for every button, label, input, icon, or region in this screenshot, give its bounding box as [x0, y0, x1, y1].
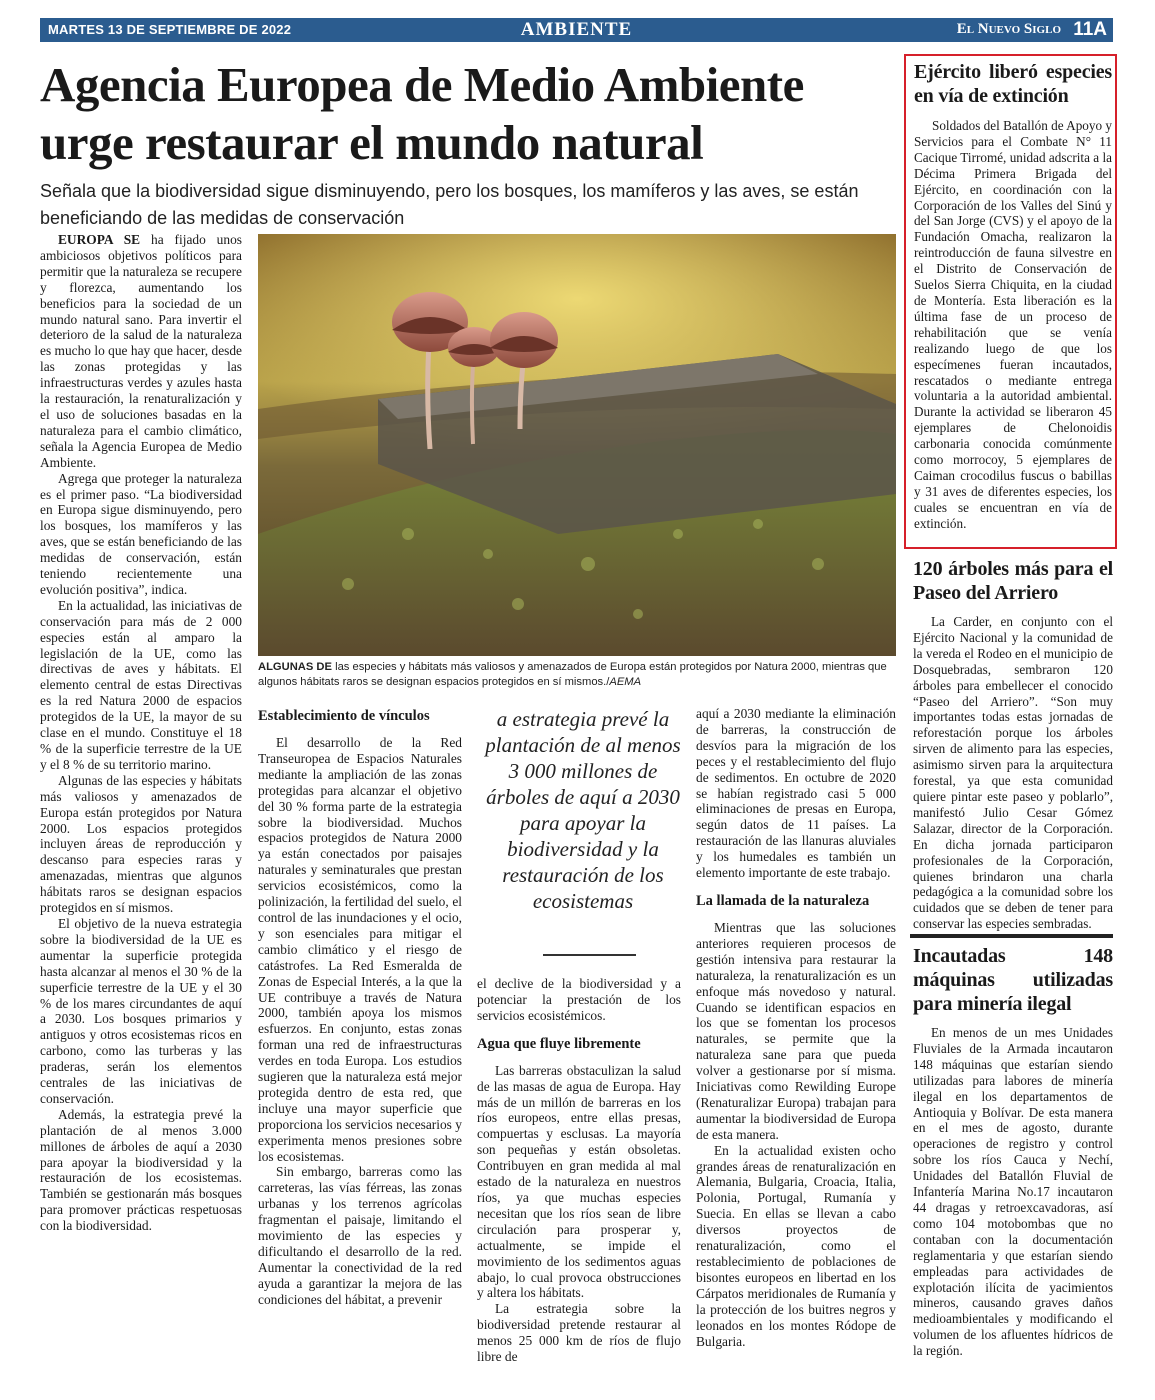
- article-column-2: [258, 706, 462, 1308]
- sidebar-story-1: [914, 60, 1112, 532]
- paragraph: Además, la estrategia prevé la plantación de al menos 3.000 millones de árboles de aquí a 2030 para apoyar la biodiversidad y la restauración de los ecosistemas. También se gestionarán más bosques para promover prácticas respetuosas con la biodiversidad.: [40, 1106, 242, 1234]
- paragraph: El desarrollo de la Red Transeuropea de Espacios Naturales mediante la ampliación de las zonas protegidas para alcanzar el objetivo del 30 % forma parte de la estrategia sobre la biodiversidad. Muchos espacios protegidos de Natura 2000 ya están conectados por paisajes naturales y seminaturales que prestan servicios ecosistémicos, como la polinización, la fertilidad del suelo, el control de las inundaciones y el ocio, y son esenciales para mitigar el cambio climático y el riesgo de catástrofes. La Red Esmeralda de Zonas de Especial Interés, a la que la UE contribuye a través de Natura 2000, también apoya los mismos esfuerzos. En conjunto, estas zonas forman una red de infraestructuras verdes en toda Europa. Los estudios sugieren que la naturaleza está mejor protegida dentro de esta red, que incluye una mayor superficie que proporciona los servicios necesarios y experimenta menos presiones sobre los ecosistemas.: [258, 735, 462, 1164]
- sidebar-story-3: [913, 944, 1113, 1359]
- headline-line-1: Agencia Europea de Medio Ambiente: [40, 57, 804, 112]
- section-title: AMBIENTE: [520, 19, 633, 40]
- paragraph: el declive de la biodiversidad y a potenciar la prestación de los servicios ecosistémicos.: [477, 976, 681, 1023]
- sidebar-story-2-title: 120 árboles más para el Paseo del Arriero: [913, 558, 1113, 604]
- caption-credit: AEMA: [609, 676, 642, 688]
- headline-line-2: urge restaurar el mundo natural: [40, 115, 704, 170]
- issue-date: MARTES 13 DE SEPTIEMBRE DE 2022: [48, 22, 292, 37]
- paragraph: La estrategia sobre la biodiversidad pretende restaurar al menos 25 000 km de ríos de flujo libre de: [477, 1301, 681, 1365]
- article-column-4: [696, 706, 896, 1349]
- article-column-3: [477, 976, 681, 1365]
- publication-name: El Nuevo Siglo: [956, 21, 1061, 37]
- sidebar-story-1-body: Soldados del Batallón de Apoyo y Servicios para el Combate N° 11 Cacique Tirromé, unidad adscrita a la Décima Primera Brigada del Ejército, en coordinación con la Corporación de los Valles del Sinú y del San Jorge (CVS) y el apoyo de la Fundación Omacha, realizaron la reintroducción de fauna silvestre en el Distrito de Conservación de Suelos Sierra Chiquita, en la ciudad de Montería. Esta liberación es la última fase de un proceso de rehabilitación que se venía realizando luego de que los especímenes fueran incautados, rescatados o mediante entrega voluntaria a la autoridad ambiental. Durante la actividad se liberaron 45 ejemplares de Chelonoidis carbonaria conocida comúnmente como morrocoy, 5 ejemplares de Caiman crocodilus fuscus o babillas y 31 aves de diferentes especies, los cuales se encuentran en vía de extinción.: [914, 118, 1112, 531]
- article-headline: [40, 56, 890, 172]
- lead-word: EUROPA SE: [58, 232, 141, 247]
- paragraph: Sin embargo, barreras como las carreteras, las vías férreas, las zonas urbanas y los terrenos agrícolas fragmentan el paisaje, limitando el movimiento de las especies y dificultando el desarrollo de la red. Aumentar la conectividad de la red ayuda a garantizar la mejora de las condiciones del hábitat, a prevenir: [258, 1164, 462, 1307]
- article-photo: [258, 234, 896, 656]
- paragraph: El objetivo de la nueva estrategia sobre la biodiversidad de la UE es aumentar la superficie protegida hasta alcanzar al menos el 30 % de la superficie terrestre de la UE y el 30 % de los mares circundantes de aquí a 2030. Los bosques primarios y antiguos y otros ecosistemas ricos en carbono, como las turberas y las praderas, serán los elementos centrales de las iniciativas de conservación.: [40, 915, 242, 1106]
- sidebar-story-3-title: Incautadas 148 máquinas utilizadas para minería ilegal: [913, 945, 1113, 1015]
- caption-lead: ALGUNAS DE: [258, 661, 332, 673]
- pull-quote-rule: [543, 954, 636, 956]
- section-heading: La llamada de la naturaleza: [696, 892, 870, 909]
- section-heading: Establecimiento de vínculos: [258, 708, 430, 724]
- sidebar-story-2-body: La Carder, en conjunto con el Ejército Nacional y la comunidad de la vereda el Rodeo en el municipio de Dosquebradas, sembraron 120 árboles para embellecer el conocido “Paseo del Arriero”. “Son muy importantes todas estas jornadas de reforestación porque los árboles sirven de alimento para las especies, asimismo sirven para la arquitectura forestal, ya que esta comunidad quiere pintar este paseo y poblarlo”, manifestó Julio Cesar Gómez Salazar, director de la Corporación. En dicha jornada participaron profesionales de la Corporación, quienes brindaron una charla pedagógica a la comunidad sobre los cuidados que se deben de tener para conservar las especies sembradas.: [913, 614, 1113, 932]
- sidebar-story-2: [913, 557, 1113, 932]
- paragraph: aquí a 2030 mediante la eliminación de barreras, la construcción de desvíos para la migración de los peces y el restablecimiento del flujo de sedimentos. En octubre de 2020 se habían registrado casi 5 000 eliminaciones de presas en Europa, según datos de 11 países. La restauración de las llanuras aluviales y los humedales es también un elemento importante de este trabajo.: [696, 706, 896, 881]
- sidebar-story-1-title: Ejército liberó especies en vía de extinción: [914, 61, 1112, 107]
- section-heading: Agua que fluye libremente: [477, 1035, 641, 1052]
- article-subheadline: Señala que la biodiversidad sigue disminuyendo, pero los bosques, los mamíferos y las aves, se están beneficiando de las medidas de conservación: [40, 181, 859, 228]
- paragraph: Algunas de las especies y hábitats más valiosos y amenazados de Europa están protegidos por Natura 2000. Los espacios protegidos incluyen áreas de reproducción y descanso para especies raras y amenazadas, mientras que algunos hábitats raros se designan espacios protegidos en sí mismos.: [40, 772, 242, 916]
- sidebar-story-3-body: En menos de un mes Unidades Fluviales de la Armada incautaron 148 máquinas que estarían siendo utilizadas para labores de minería ilegal en los departamentos de Antioquia y Bolívar. De esta manera en el mes de agosto, durante operaciones de registro y control sobre los ríos Cauca y Nechí, Unidades del Batallón Fluvial de Infantería Marina No.17 incautaron 44 dragas y retroexcavadoras, así como 104 motobombas que no contaban con la documentación reglamentaria y que estarían siendo empleadas para actividades de explotación ilícita de yacimientos mineros, causando graves daños medioambientales y modificando el volumen de los afluentes hídricos de la región.: [913, 1025, 1113, 1359]
- page-header-bar: [40, 18, 1113, 42]
- sidebar-divider: [910, 934, 1113, 938]
- paragraph: En la actualidad, las iniciativas de conservación para más de 2 000 especies están al amparo la legislación de la UE, como las directivas de aves y hábitats. El elemento central de estas Directivas es la red Natura 2000 de espacios protegidos de la UE, la mayor de su clase en el mundo. Constituye el 18 % de la superficie terrestre de la UE y el 8 % de su territorio marino.: [40, 597, 242, 772]
- paragraph: EUROPA SE ha fijado unos ambiciosos objetivos políticos para permitir que la naturaleza se recupere y florezca, aumentando los beneficios para la sociedad de un mundo natural sano. Para invertir el deterioro de la salud de la naturaleza es mucho lo que hay que hacer, desde las zonas protegidas y las infraestructuras verdes y azules hasta la restauración, la renaturalización y el uso de soluciones basadas en la naturaleza para el cambio climático, señala la Agencia Europea de Medio Ambiente.: [40, 232, 242, 470]
- paragraph: Agrega que proteger la naturaleza es el primer paso. “La biodiversidad en Europa sigue disminuyendo, pero los bosques, los mamíferos y las aves, que se están beneficiando de las medidas de conservación, están teniendo recientemente una evolución positiva”, indica.: [40, 470, 242, 597]
- paragraph: En la actualidad existen ocho grandes áreas de renaturalización en Alemania, Bulgaria, Croacia, Italia, Polonia, Portugal, Rumanía y Suecia. En ellas se llevan a cabo diversos proyectos de renaturalización, como el restablecimiento de poblaciones de bisontes europeos en libertad en los Cárpatos meridionales de Rumanía y la protección de los buitres negros y leonados en los montes Ródope de Bulgaria.: [696, 1142, 896, 1349]
- photo-caption: ALGUNAS DE las especies y hábitats más valiosos y amenazados de Europa están protegidos por Natura 2000, mientras que algunos hábitats raros se designan espacios protegidos en sí mismos./AEMA: [258, 661, 887, 688]
- paragraph: Mientras que las soluciones anteriores requieren procesos de gestión intensiva para restaurar la naturaleza, la renaturalización es un enfoque más novedoso y natural. Cuando se identifican espacios en los que se fomentan los procesos naturales, se permite que la naturaleza sane para que pueda volver a gestionarse por sí misma. Iniciativas como Rewilding Europe (Renaturalizar Europa) trabajan para aumentar la biodiversidad de Europa de esta manera.: [696, 919, 896, 1142]
- article-column-1: [40, 232, 242, 1234]
- paragraph: Las barreras obstaculizan la salud de las masas de agua de Europa. Hay más de un millón de barreras en los ríos europeos, entre ellas presas, compuertas y esclusas. La mayoría son pequeñas y están obsoletas. Contribuyen en gran medida al mal estado de la naturaleza en nuestros ríos, ya que muchas especies necesitan que los ríos sean de libre circulación para prosperar y, actualmente, se impide el movimiento de los sedimentos aguas abajo, lo cual provoca obstrucciones y altera los hábitats.: [477, 1062, 681, 1301]
- pull-quote: a estrategia prevé la plantación de al menos 3 000 millones de árboles de aquí a 2030 para apoyar la biodiversidad y la restauración de los ecosistemas: [485, 707, 681, 913]
- page-number: 11A: [1073, 19, 1107, 40]
- mushroom-photo-illustration: [258, 234, 896, 656]
